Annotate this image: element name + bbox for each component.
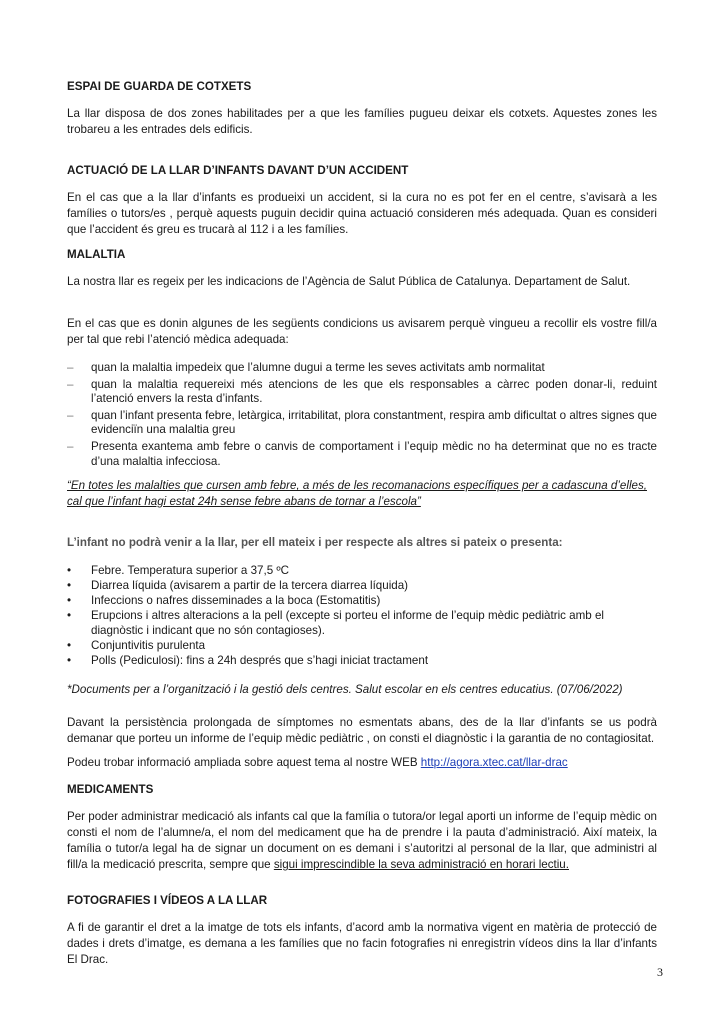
paragraph-accident: En el cas que a la llar d’infants es produeixi un accident, si la cura no es pot fer en el centre, s’avisarà a les famílies o tutors/es , perquè aquests puguin decidir quina actuació consideren més adequada. Quan es consideri que l’accident és greu es trucarà al 112 i a les famílies. <box>67 191 657 236</box>
paragraph-persistence: Davant la persistència prolongada de símptomes no esmentats abans, des de la llar d’infants se us podrà demanar que porteu un informe de l’equip mèdic pediàtric , on consti el diagnòstic i la garantia de no contagiositat. <box>67 716 657 745</box>
list-item: – quan la malaltia requereixi més atencions de les que els responsables a càrrec poden donar-li, reduint l’atenció envers la resta d’infants. <box>67 377 657 406</box>
underlined-requirement: sigui imprescindible la seva administració en horari lectiu. <box>273 858 569 871</box>
heading-cotxets: ESPAI DE GUARDA DE COTXETS <box>67 80 252 93</box>
page-number: 3 <box>657 965 663 979</box>
web-link[interactable]: http://agora.xtec.cat/llar-drac <box>420 756 568 769</box>
dash-marker: – <box>67 377 74 391</box>
paragraph-cotxets: La llar disposa de dos zones habilitades per a que les famílies pugueu deixar els cotxets. Aquestes zones les trobareu a les entrades dels edificis. <box>67 107 657 136</box>
conditions-list <box>67 361 657 471</box>
paragraph-conditions-intro: En el cas que es donin algunes de les següents condicions us avisarem perquè vingueu a recollir els vostre fill/a per tal que rebi l’atenció mèdica adequada: <box>67 317 657 346</box>
heading-accident: ACTUACIÓ DE LA LLAR D’INFANTS DAVANT D’UN ACCIDENT <box>67 164 409 177</box>
fever-quote: “En totes les malalties que cursen amb febre, a més de les recomanacions específiques per a cadascuna d’elles, cal que l’infant hagi estat 24h sense febre abans de tornar a l’escola” <box>67 479 647 508</box>
source-note: *Documents per a l’organització i la gestió dels centres. Salut escolar en els centres educatius. (07/06/2022) <box>67 683 623 696</box>
dash-marker: – <box>67 408 74 422</box>
bullet-marker: • <box>67 639 72 652</box>
list-item: – Presenta exantema amb febre o canvis de comportament i l’equip mèdic no ha determinat que no es tracte d’una malaltia infecciosa. <box>67 439 657 468</box>
bullet-marker: • <box>67 564 72 577</box>
list-item: • Diarrea líquida (avisarem a partir de la tercera diarrea líquida) <box>67 579 409 592</box>
paragraph-medicaments: Per poder administrar medicació als infants cal que la família o tutora/or legal aporti un informe de l’equip mèdic on consti el nom de l’alumne/a, el nom del medicament que ha de prendre i la pauta d’administració. Així mateix, la família o tutor/a legal ha de signar un document on es demani i s’autoritzi al personal de la llar, que administri al fill/a la medicació prescrita, sempre que sigui imprescindible la seva administració en horari lectiu. <box>67 810 657 871</box>
list-item: • Conjuntivitis purulenta <box>67 639 206 652</box>
heading-exclusions: L’infant no podrà venir a la llar, per ell mateix i per respecte als altres si pateix o presenta: <box>67 536 563 549</box>
list-item: – quan la malaltia impedeix que l’alumne dugui a terme les seves activitats amb normalitat <box>67 361 545 374</box>
bullet-marker: • <box>67 594 72 607</box>
bullet-marker: • <box>67 579 72 592</box>
exclusions-list <box>67 563 657 668</box>
paragraph-malaltia-intro: La nostra llar es regeix per les indicacions de l’Agència de Salut Pública de Catalunya. Departament de Salut. <box>67 275 631 288</box>
list-item: • Erupcions i altres alteracions a la pell (excepte si porteu el informe de l’equip mèdic pediàtric amb el diagnòstic i indicant que no són contagioses). <box>67 609 604 637</box>
paragraph-fotografies: A fi de garantir el dret a la imatge de tots els infants, d’acord amb la normativa vigent en matèria de protecció de dades i drets d’imatge, es demana a les famílies que no facin fotografies ni enregistrin vídeos dins la llar d’infants El Drac. <box>67 921 657 966</box>
list-item: • Infeccions o nafres disseminades a la boca (Estomatitis) <box>67 594 381 607</box>
dash-marker: – <box>67 361 74 374</box>
list-item: • Febre. Temperatura superior a 37,5 ºC <box>67 564 289 577</box>
bullet-marker: • <box>67 654 72 667</box>
bullet-marker: • <box>67 609 72 622</box>
paragraph-web: Podeu trobar informació ampliada sobre aquest tema al nostre WEB http://agora.xtec.cat/llar-drac <box>67 756 568 769</box>
dash-marker: – <box>67 439 74 453</box>
list-item: – quan l’infant presenta febre, letàrgica, irritabilitat, plora constantment, respira amb dificultat o altres signes que evidenciïn una malaltia greu <box>67 408 657 437</box>
list-item: • Polls (Pediculosi): fins a 24h després que s’hagi iniciat tractament <box>67 654 429 667</box>
heading-fotografies: FOTOGRAFIES I VÍDEOS A LA LLAR <box>67 894 268 907</box>
heading-medicaments: MEDICAMENTS <box>67 783 154 796</box>
heading-malaltia: MALALTIA <box>67 248 126 261</box>
